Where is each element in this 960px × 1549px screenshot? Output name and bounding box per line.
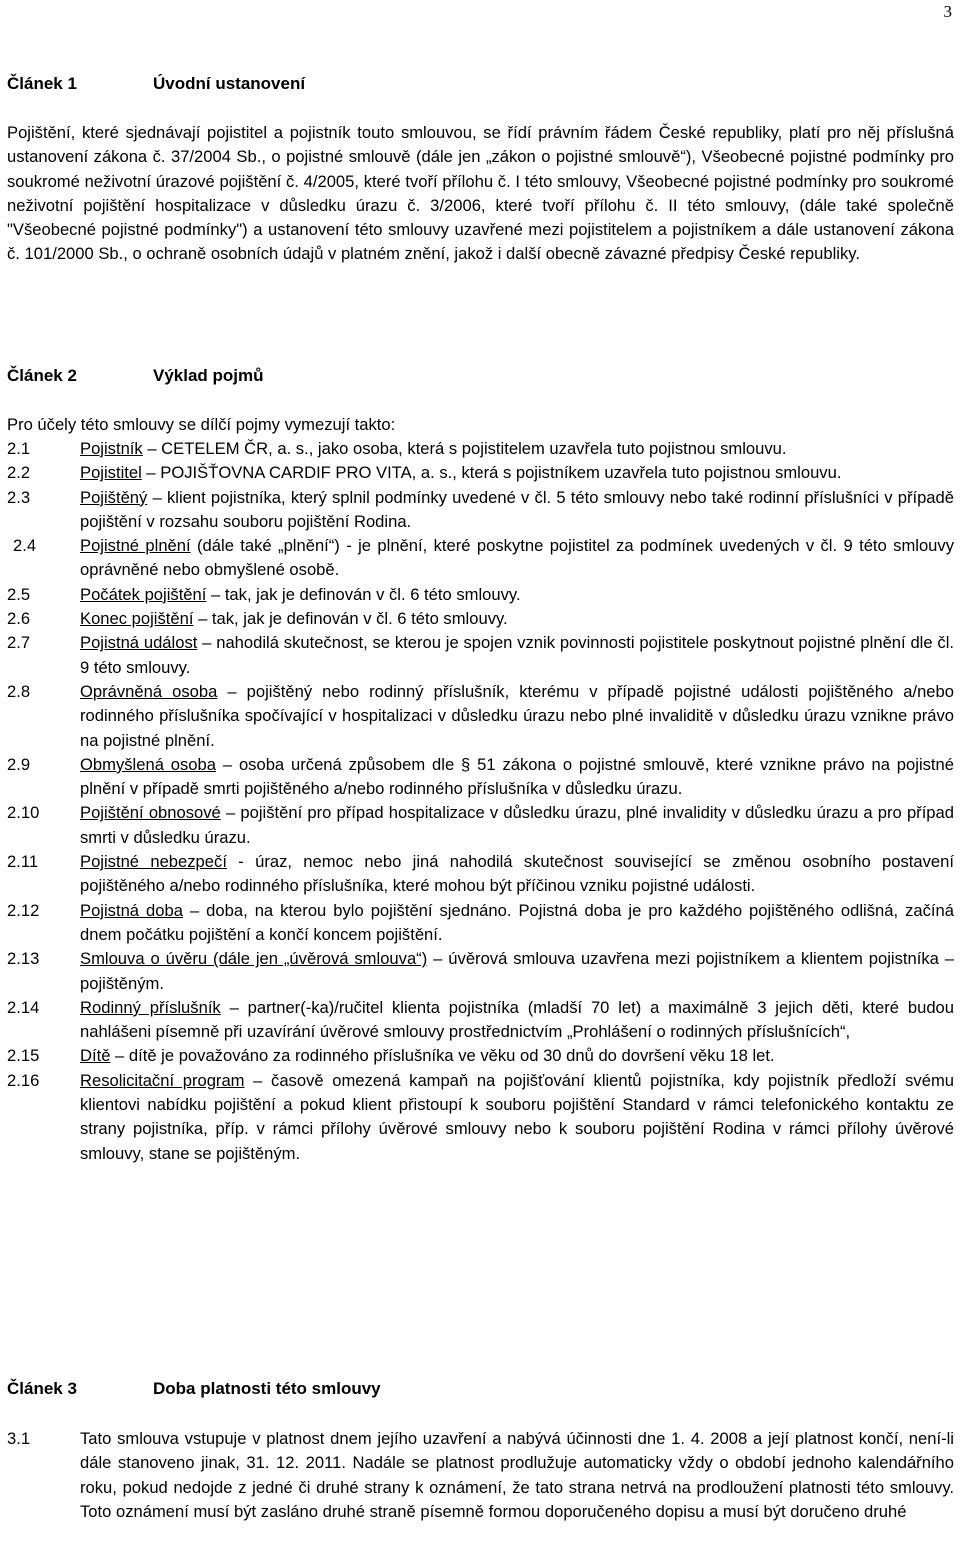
definition: – osoba určená způsobem dle § 51 zákona o pojistné smlouvě, které vznikne právo na pojistné plnění v případě smrti pojištěného a/nebo rodinného příslušníka v důsledku úrazu. <box>80 754 954 799</box>
page-number: 3 <box>943 2 952 21</box>
clause-text: Tato smlouva vstupuje v platnost dnem jejího uzavření a nabývá účinnosti dne 1. 4. 2008 a její platnost končí, není-li dále stanoveno jinak, 31. 12. 2011. Nadále se platnost prodlužuje automaticky vždy o období jednoho kalendářního roku, pokud nedojde z jedné či druhé strany k oznámení, že tato strana netrvá na prodloužení platnosti této smlouvy. Toto oznámení musí být zasláno druhé straně písemně formou doporučeného dopisu a musí být doručeno druhé <box>80 1429 954 1521</box>
definition: – časově omezená kampaň na pojišťování klientů pojistníka, kdy pojistník předloží svému klientovi nabídku pojištění a pokud klient přistoupí k souboru pojištění Standard v rámci telefonického kontaktu ze strany pojistníka, příp. v rámci přílohy úvěrové smlouvy nebo k souboru pojištění Rodina v rámci přílohy úvěrové smlouvy, stane se pojištěným. <box>80 1070 955 1163</box>
definition-item <box>7 899 954 948</box>
definition-item <box>7 850 954 899</box>
definition-item <box>7 486 954 535</box>
definition-item <box>7 801 954 850</box>
term: Pojištěný <box>80 487 148 507</box>
item-number: 2.9 <box>7 754 31 774</box>
definition: – dítě je považováno za rodinného příslušníka ve věku od 30 dnů do dovršení věku 18 let. <box>110 1046 775 1066</box>
definition: – nahodilá skutečnost, se kterou je spojen vznik povinnosti pojistitele poskytnout pojistné plnění dle čl. 9 této smlouvy. <box>80 633 954 677</box>
definition: – POJIŠŤOVNA CARDIF PRO VITA, a. s., která s pojistníkem uzavřela tuto pojistnou smlouvu. <box>141 463 842 483</box>
definition: – CETELEM ČR, a. s., jako osoba, která s pojistitelem uzavřela tuto pojistnou smlouvu. <box>142 439 787 458</box>
term: Resolicitační program <box>80 1070 245 1090</box>
article-3-heading <box>7 1377 954 1401</box>
definition-item <box>7 996 954 1045</box>
article-title: Úvodní ustanovení <box>153 74 306 93</box>
definition: – tak, jak je definován v čl. 6 této smlouvy. <box>193 609 508 629</box>
definition: – tak, jak je definován v čl. 6 této smlouvy. <box>206 584 521 604</box>
item-number: 2.14 <box>7 997 40 1017</box>
term: Pojištění obnosové <box>80 803 221 823</box>
item-number: 2.15 <box>7 1046 40 1066</box>
term: Pojistné nebezpečí <box>80 852 227 872</box>
definition-item <box>7 534 954 583</box>
term: Pojistník <box>80 439 143 458</box>
term: Pojistné plnění <box>80 536 191 556</box>
article-title: Doba platnosti této smlouvy <box>153 1379 381 1398</box>
term: Pojistitel <box>80 463 142 483</box>
definition-item <box>7 583 954 607</box>
term: Obmyšlená osoba <box>80 754 216 774</box>
item-number: 2.4 <box>13 536 37 556</box>
definition: – doba, na kterou bylo pojištění sjednáno. Pojistná doba je pro každého pojištěného odlišná, začíná dnem počátku pojištění a končí koncem pojištění. <box>80 900 954 944</box>
definition-item <box>7 753 954 802</box>
definitions-list <box>7 437 954 1166</box>
definition-item <box>7 680 954 753</box>
item-number: 2.1 <box>7 439 31 458</box>
definition-item <box>7 1044 954 1068</box>
article-2-heading <box>7 364 954 388</box>
definition-item <box>7 437 954 461</box>
definition: (dále také „plnění“) - je plnění, které poskytne pojistitel za podmínek uvedených v čl. 9 této smlouvy oprávněné nebo obmyšlené osobě. <box>80 536 955 580</box>
definition-item <box>7 947 954 996</box>
item-number: 2.12 <box>7 900 40 920</box>
article-1-heading <box>7 72 954 96</box>
article-2-intro: Pro účely této smlouvy se dílčí pojmy vymezují takto: <box>7 415 396 434</box>
definition-item <box>7 607 954 631</box>
term: Počátek pojištění <box>80 584 207 604</box>
definition-item <box>7 631 954 680</box>
definition: – partner(-ka)/ručitel klienta pojistníka (mladší 70 let) a maximálně 3 jejich děti, které budou nahlášeni písemně při uzavírání úvěrové smlouvy prostřednictvím „Prohlášení o rodinných příslušnících“, <box>80 997 954 1042</box>
item-number: 2.6 <box>7 609 31 629</box>
definition: – úvěrová smlouva uzavřena mezi pojistníkem a klientem pojistníka – pojištěným. <box>80 949 954 993</box>
definition: – pojištěný nebo rodinný příslušník, kterému v případě pojistné události pojištěného a/nebo rodinného příslušníka spočívající v hospitalizaci v důsledku úrazu nebo plné invaliditě v důsledku úrazu vznikne právo na pojistné plnění. <box>80 681 954 750</box>
item-number: 2.8 <box>7 681 31 701</box>
article-3-list <box>7 1427 954 1524</box>
term: Oprávněná osoba <box>80 681 218 701</box>
definition-item <box>7 461 954 485</box>
item-number: 2.11 <box>7 852 39 872</box>
article-number: Článek 1 <box>7 74 77 93</box>
article-title: Výklad pojmů <box>153 366 264 385</box>
clause-item <box>7 1427 954 1524</box>
definition: – pojištění pro případ hospitalizace v důsledku úrazu, plné invalidity v důsledku úrazu a pro případ smrti v důsledku úrazu. <box>80 803 954 847</box>
definition: – klient pojistníka, který splnil podmínky uvedené v čl. 5 této smlouvy nebo také rodinní příslušníci v případě pojištění v rozsahu souboru pojištění Rodina. <box>80 487 954 531</box>
term: Smlouva o úvěru (dále jen „úvěrová smlouva“) <box>80 949 428 969</box>
term: Pojistná doba <box>80 900 183 920</box>
term: Pojistná událost <box>80 633 198 653</box>
definition: - úraz, nemoc nebo jiná nahodilá skutečnost související se změnou osobního postavení pojištěného a/nebo rodinného příslušníka, které mohou být příčinou vzniku pojistné události. <box>80 852 954 896</box>
definition-item <box>7 1069 954 1166</box>
article-1-paragraph: Pojištění, které sjednávají pojistitel a pojistník touto smlouvou, se řídí právním řádem České republiky, platí pro něj příslušná ustanovení zákona č. 37/2004 Sb., o pojistné smlouvě (dále jen „zákon o pojistné smlouvě“), Všeobecné pojistné podmínky pro soukromé neživotní úrazové pojištění č. 4/2005, které tvoří přílohu č. I této smlouvy, Všeobecné pojistné podmínky pro soukromé neživotní pojištění hospitalizace v důsledku úrazu č. 3/2006, které tvoří přílohu č. II této smlouvy, (dále také společně "Všeobecné pojistné podmínky") a ustanovení této smlouvy uzavřené mezi pojistitelem a pojistníkem a dále ustanovení zákona č. 101/2000 Sb., o ochraně osobních údajů v platném znění, jakož i další obecně závazné předpisy České republiky. <box>7 123 954 264</box>
item-number: 2.5 <box>7 584 31 604</box>
item-number: 2.2 <box>7 463 31 483</box>
article-number: Článek 2 <box>7 366 77 385</box>
term: Rodinný příslušník <box>80 997 221 1017</box>
article-number: Článek 3 <box>7 1379 77 1398</box>
item-number: 2.10 <box>7 803 40 823</box>
term: Konec pojištění <box>80 609 194 629</box>
item-number: 2.16 <box>7 1070 40 1090</box>
item-number: 2.13 <box>7 949 40 969</box>
term: Dítě <box>80 1046 111 1066</box>
item-number: 2.3 <box>7 487 31 507</box>
item-number: 3.1 <box>7 1429 31 1448</box>
item-number: 2.7 <box>7 633 31 653</box>
